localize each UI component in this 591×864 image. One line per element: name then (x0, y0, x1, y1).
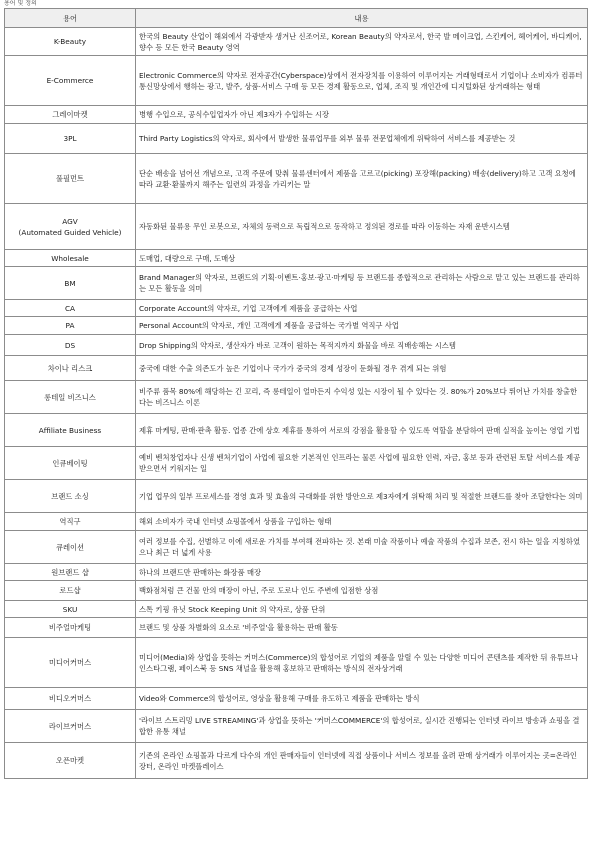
table-row (5, 267, 588, 300)
description-cell: Third Party Logistics의 약자로, 회사에서 발생한 물류업무를 외부 물류 전문업체에게 위탁하여 서비스를 제공받는 것 (136, 124, 588, 154)
term-cell: 브랜드 소싱 (5, 480, 136, 513)
table-row (5, 638, 588, 688)
table-row (5, 381, 588, 414)
description-cell: '라이브 스트리밍 LIVE STREAMING'과 상업을 뜻하는 '커머스COMMERCE'의 합성어로, 실시간 진행되는 인터넷 라이브 방송과 쇼핑을 결합한 유통 채널 (136, 710, 588, 743)
table-row (5, 317, 588, 335)
term-cell: DS (5, 335, 136, 356)
header-desc: 내용 (136, 9, 588, 28)
term-cell: 큐레이션 (5, 531, 136, 564)
description-cell: 스톡 키핑 유닛 Stock Keeping Unit 의 약자로, 상품 단위 (136, 601, 588, 618)
description-cell: 비주류 품목 80%에 해당하는 긴 꼬리, 즉 롱테일이 얼마든지 수익성 있는 시장이 될 수 있다는 것. 80%가 20%보다 뛰어난 가치를 창출한다는 비즈니스 이론 (136, 381, 588, 414)
description-cell: Corporate Account의 약자로, 기업 고객에게 제품을 공급하는 사업 (136, 300, 588, 317)
term-cell: 로드샵 (5, 581, 136, 601)
description-cell: Personal Account의 약자로, 개인 고객에게 제품을 공급하는 국가별 역직구 사업 (136, 317, 588, 335)
description-cell: 브랜드 및 상품 차별화의 요소로 '비주얼'을 활용하는 판매 활동 (136, 618, 588, 638)
term-cell: 라이브커머스 (5, 710, 136, 743)
term-cell: E-Commerce (5, 56, 136, 106)
description-cell: 여러 정보를 수집, 선별하고 이에 새로운 가치를 부여해 전파하는 것. 본래 미술 작품이나 예술 작품의 수집과 보존, 전시 하는 일을 지칭하였으나 최근 더 넓게 사용 (136, 531, 588, 564)
description-cell: 한국의 Beauty 산업이 해외에서 각광받자 생겨난 신조어로, Korean Beauty의 약자로서, 한국 발 메이크업, 스킨케어, 헤어케어, 바디케어, 향수 등 모든 한국 Beauty 영역 (136, 28, 588, 56)
table-row (5, 581, 588, 601)
description-cell: 단순 배송을 넘어선 개념으로, 고객 주문에 맞춰 물류센터에서 제품을 고르고(picking) 포장해(packing) 배송(delivery)하고 고객 요청에 따라 교환·환불까지 해주는 일련의 과정을 가리키는 말 (136, 154, 588, 204)
term-cell: PA (5, 317, 136, 335)
term-cell: SKU (5, 601, 136, 618)
description-cell: 기존의 온라인 쇼핑몰과 다르게 다수의 개인 판매자들이 인터넷에 직접 상품이나 서비스 정보를 올려 판매 상거래가 이루어지는 곳=온라인 장터, 온라인 마켓플레이스 (136, 743, 588, 779)
table-row (5, 480, 588, 513)
table-row (5, 335, 588, 356)
table-row (5, 204, 588, 250)
term-cell: Wholesale (5, 250, 136, 267)
term-cell: 인큐베이팅 (5, 447, 136, 480)
description-cell: 기업 업무의 일부 프로세스를 경영 효과 및 효율의 극대화를 위한 방안으로 제3자에게 위탁해 처리 및 적절한 브랜드를 찾아 조달한다는 의미 (136, 480, 588, 513)
table-row (5, 743, 588, 779)
description-cell: 백화점처럼 큰 건물 안의 매장이 아닌, 주로 도로나 인도 주변에 입점한 상점 (136, 581, 588, 601)
table-row (5, 618, 588, 638)
term-cell: AGV (Automated Guided Vehicle) (5, 204, 136, 250)
table-row (5, 154, 588, 204)
term-cell: 오픈마켓 (5, 743, 136, 779)
term-cell: 역직구 (5, 513, 136, 531)
term-cell: CA (5, 300, 136, 317)
table-row (5, 250, 588, 267)
table-row (5, 601, 588, 618)
description-cell: 하나의 브랜드만 판매하는 화장품 매장 (136, 564, 588, 581)
table-row (5, 56, 588, 106)
term-cell: 그레이마켓 (5, 106, 136, 124)
table-caption: 용어 및 정의 (4, 0, 37, 7)
table-row (5, 300, 588, 317)
table-row (5, 447, 588, 480)
table-row (5, 28, 588, 56)
glossary-table (4, 8, 588, 779)
term-cell: 롱테일 비즈니스 (5, 381, 136, 414)
table-row (5, 356, 588, 381)
table-row (5, 710, 588, 743)
description-cell: 예비 벤처창업자나 신생 벤처기업이 사업에 필요한 기본적인 인프라는 물론 사업에 필요한 인력, 자금, 홍보 등과 관련된 토탈 서비스를 제공받으면서 키워지는 일 (136, 447, 588, 480)
table-row (5, 124, 588, 154)
term-cell: 풀필먼트 (5, 154, 136, 204)
description-cell: Electronic Commerce의 약자로 전자공간(Cyberspace)상에서 전자장치를 이용하여 이루어지는 거래형태로서 기업이나 소비자가 컴퓨터 통신망상에서 행하는 광고, 발주, 상품·서비스 구매 등 모든 경제 활동으로, 업체, 조직 및 개인간에 디지털화된 상거래하는 형태 (136, 56, 588, 106)
table-header-row (5, 9, 588, 28)
description-cell: Video와 Commerce의 합성어로, 영상을 활용해 구매를 유도하고 제품을 판매하는 방식 (136, 688, 588, 710)
description-cell: 제휴 마케팅, 판매·판촉 활동. 업종 간에 상호 제휴를 통하여 서로의 강점을 활용할 수 있도록 역할을 분담하여 판매 실적을 높이는 영업 기법 (136, 414, 588, 447)
header-term: 용어 (5, 9, 136, 28)
term-cell: 비주얼마케팅 (5, 618, 136, 638)
term-cell: 미디어커머스 (5, 638, 136, 688)
description-cell: 도매업, 대량으로 구매, 도매상 (136, 250, 588, 267)
term-cell: 비디오커머스 (5, 688, 136, 710)
table-row (5, 531, 588, 564)
table-row (5, 564, 588, 581)
table-row (5, 513, 588, 531)
description-cell: 자동화된 물류용 무인 로봇으로, 자체의 동력으로 독립적으로 동작하고 정의된 경로를 따라 이동하는 자재 운반시스템 (136, 204, 588, 250)
table-row (5, 414, 588, 447)
table-row (5, 688, 588, 710)
term-cell: BM (5, 267, 136, 300)
term-cell: Affiliate Business (5, 414, 136, 447)
description-cell: Brand Manager의 약자로, 브랜드의 기획·이벤트·홍보·광고·마케팅 등 브랜드를 종합적으로 관리하는 사람으로 맡고 있는 브랜드를 관리하는 모든 활동을 의미 (136, 267, 588, 300)
description-cell: 중국에 대한 수출 의존도가 높은 기업이나 국가가 중국의 경제 성장이 둔화될 경우 겪게 되는 위험 (136, 356, 588, 381)
description-cell: 해외 소비자가 국내 인터넷 쇼핑몰에서 상품을 구입하는 형태 (136, 513, 588, 531)
description-cell: 병행 수입으로, 공식수입업자가 아닌 제3자가 수입하는 시장 (136, 106, 588, 124)
description-cell: Drop Shipping의 약자로, 생산자가 바로 고객이 원하는 목적지까지 화물을 바로 직배송해는 시스템 (136, 335, 588, 356)
description-cell: 미디어(Media)와 상업을 뜻하는 커머스(Commerce)의 합성어로 기업의 제품을 알릴 수 있는 다양한 미디어 콘텐츠를 제작한 뒤 유튜브나 인스타그램, 페이스북 등 SNS 채널을 활용해 홍보하고 판매하는 방식의 전자상거래 (136, 638, 588, 688)
term-cell: K-Beauty (5, 28, 136, 56)
table-row (5, 106, 588, 124)
table-body (5, 28, 588, 779)
term-cell: 원브랜드 샵 (5, 564, 136, 581)
term-cell: 3PL (5, 124, 136, 154)
term-cell: 차이나 리스크 (5, 356, 136, 381)
